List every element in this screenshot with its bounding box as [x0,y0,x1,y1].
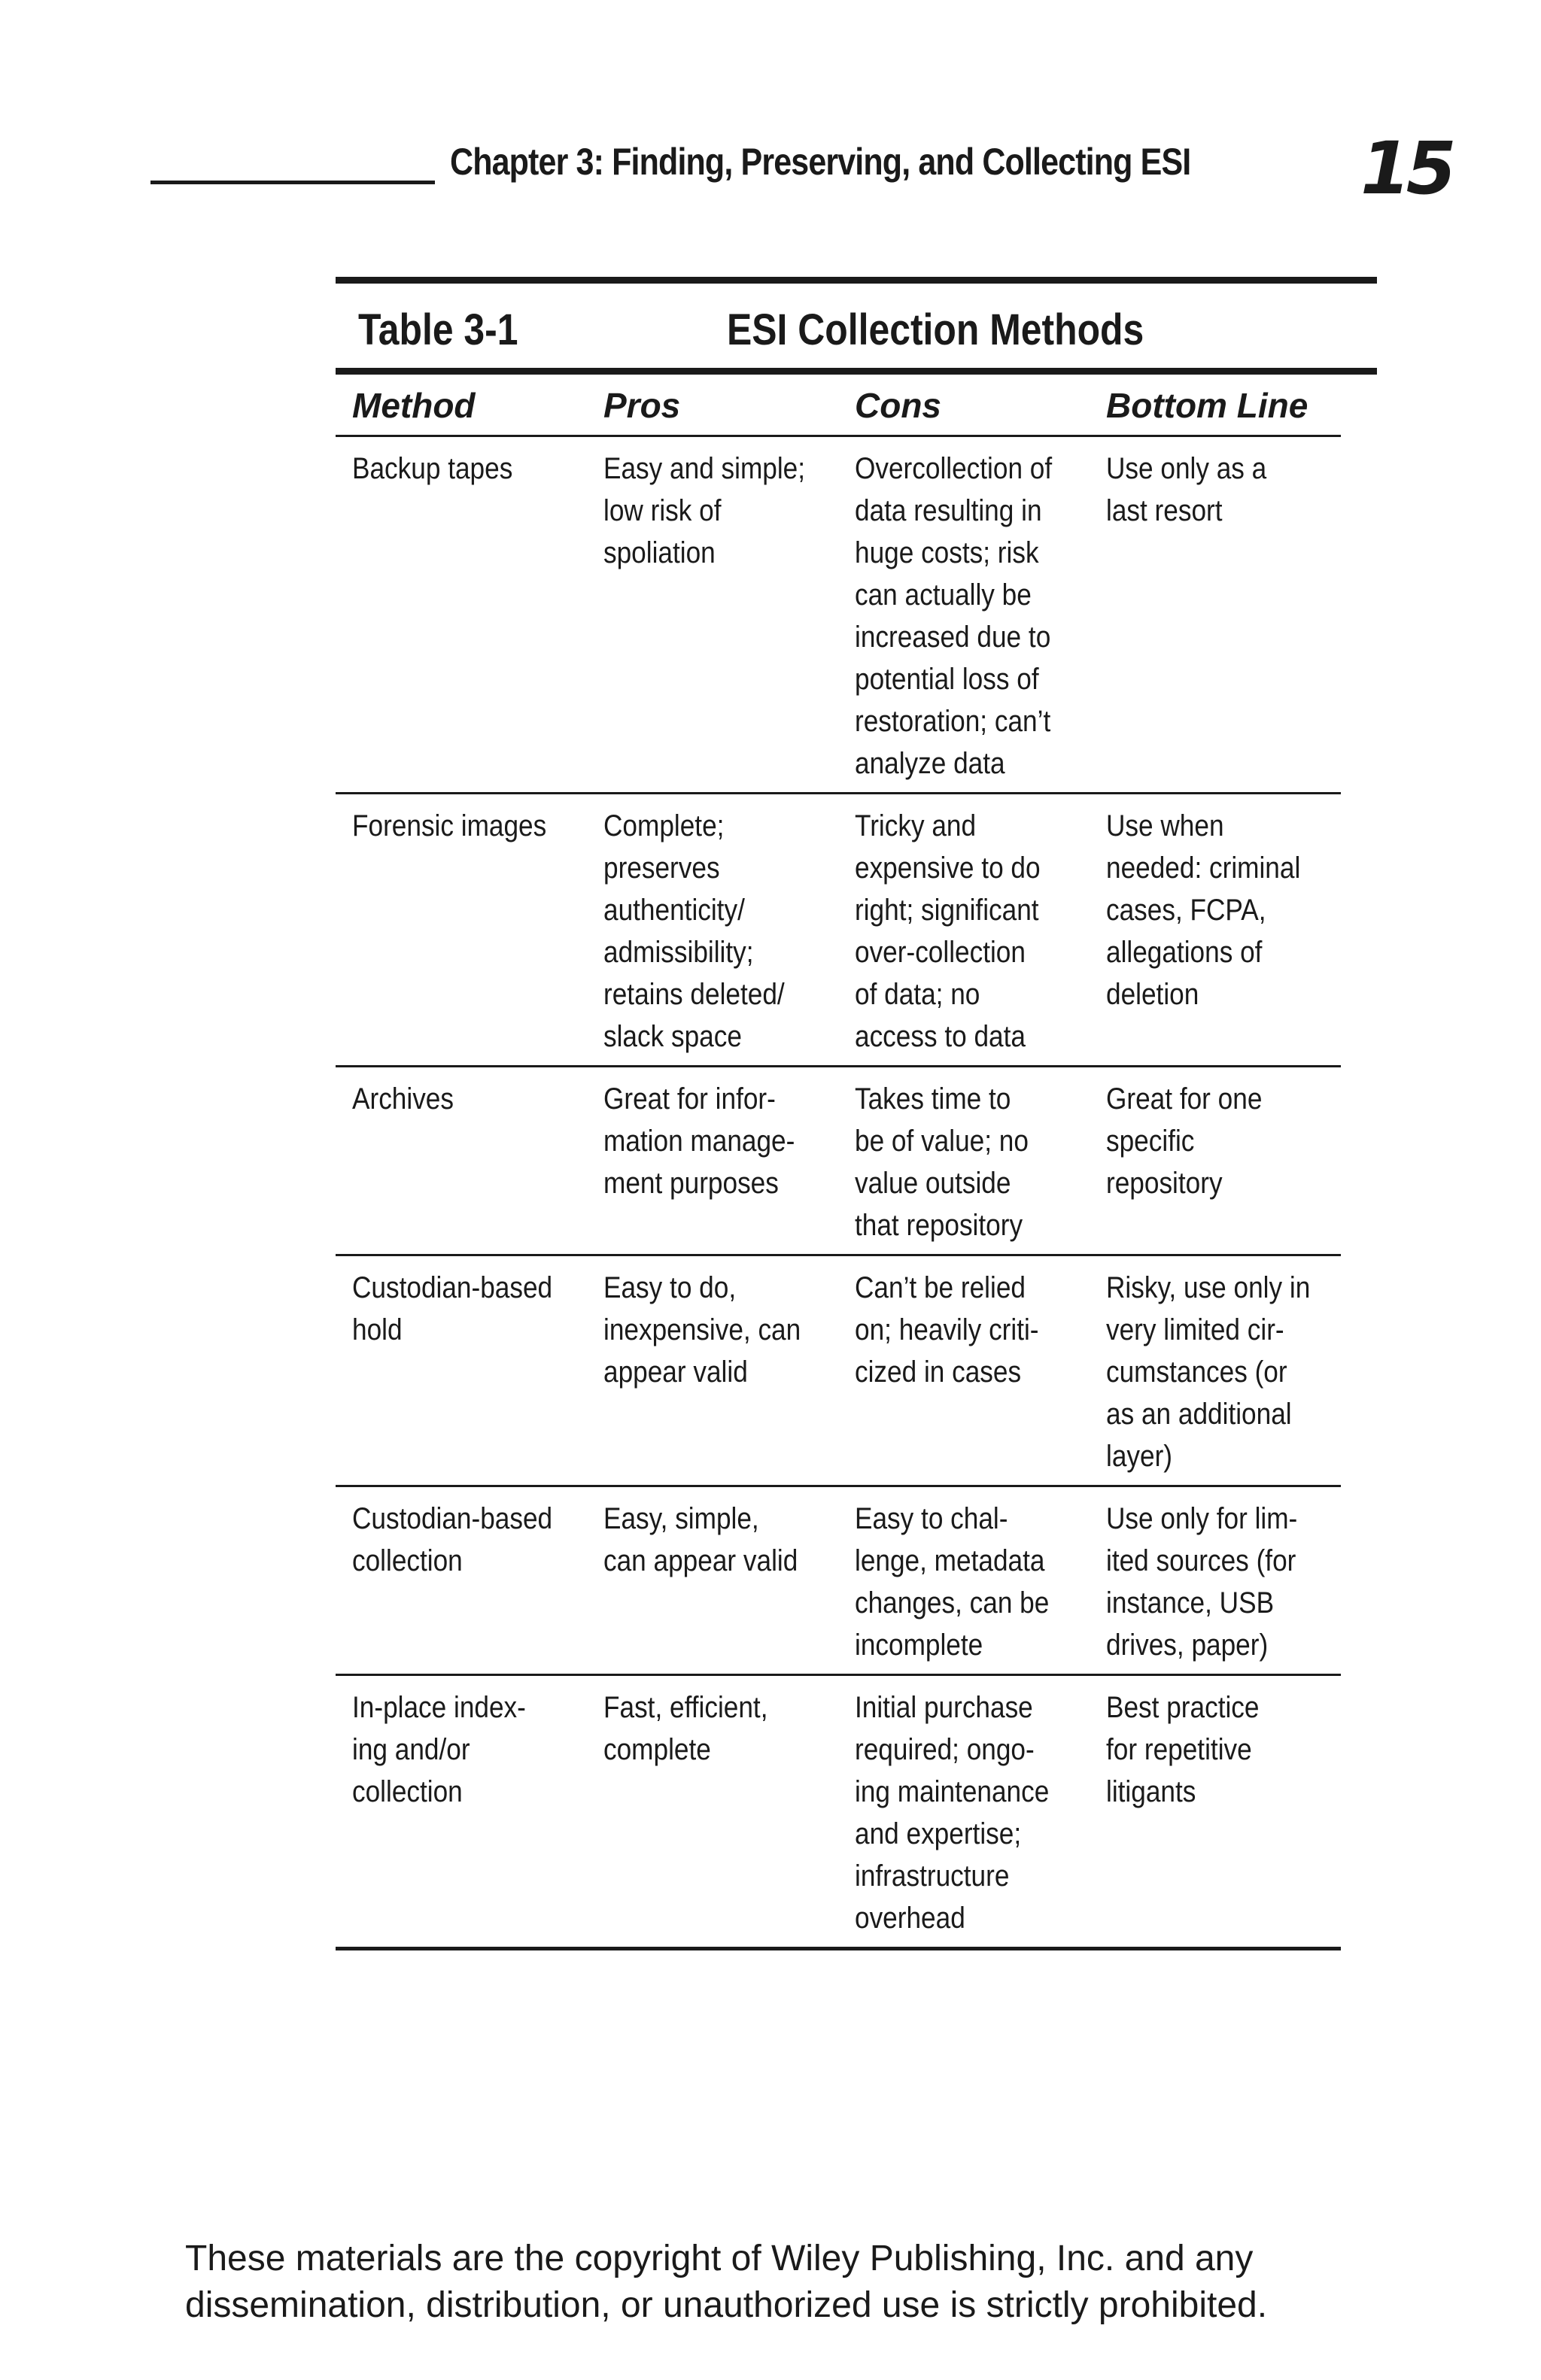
bottom-line-text: Best practice for repetitive litigants [1106,1691,1260,1808]
cons-text: Can’t be relied on; heavily criti- cized in cases [855,1271,1039,1389]
header-pros: Pros [587,375,838,436]
cell-cons [838,1255,1090,1486]
pros-text: Great for infor- mation manage- ment purposes [603,1082,795,1200]
pros-text: Complete; preserves authenticity/ admissibility; retains deleted/ slack space [603,809,785,1053]
method-text: Custodian-based hold [352,1271,553,1346]
method-text: Forensic images [352,809,547,842]
bottom-line-text: Use when needed: criminal cases, FCPA, allegations of deletion [1106,809,1301,1011]
table-row [336,1067,1341,1255]
bottom-line-text: Use only for lim- ited sources (for instance, USB drives, paper) [1106,1502,1298,1662]
table-row [336,1675,1341,1949]
method-text: Backup tapes [352,452,513,485]
header-cons: Cons [838,375,1090,436]
cons-text: Overcollection of data resulting in huge costs; risk can actually be increased due to potential loss of restoration; can’t analyze data [855,452,1053,780]
cell-method [336,794,587,1067]
pros-text: Easy, simple, can appear valid [603,1502,798,1577]
bottom-line-text: Great for one specific repository [1106,1082,1263,1200]
header-rule [150,181,435,184]
table-header-row [336,375,1341,436]
cell-bottom-line [1090,1255,1341,1486]
esi-table-block [336,277,1377,1950]
cell-cons [838,1067,1090,1255]
cell-method [336,436,587,794]
cell-pros [587,1255,838,1486]
method-text: Custodian-based collection [352,1502,553,1577]
page-number: 15 [1360,126,1452,211]
cell-method [336,1255,587,1486]
cell-bottom-line [1090,1067,1341,1255]
pros-text: Easy to do, inexpensive, can appear valid [603,1271,801,1389]
esi-collection-methods-table [336,375,1341,1950]
method-text: In-place index- ing and/or collection [352,1691,526,1808]
copyright-notice: These materials are the copyright of Wiley Publishing, Inc. and any dissemination, distribution, or unauthorized use is strictly prohibited. [185,2239,1268,2325]
cell-bottom-line [1090,436,1341,794]
cell-pros [587,1675,838,1949]
cell-bottom-line [1090,794,1341,1067]
table-caption [336,284,1377,368]
cell-pros [587,1486,838,1675]
table-top-rule [336,277,1377,284]
header-method: Method [336,375,587,436]
table-row [336,1255,1341,1486]
cell-pros [587,794,838,1067]
cons-text: Takes time to be of value; no value outside that repository [855,1082,1029,1242]
table-row [336,1486,1341,1675]
cell-cons [838,1486,1090,1675]
method-text: Archives [352,1082,454,1116]
cons-text: Tricky and expensive to do right; significant over-collection of data; no access to data [855,809,1041,1053]
cons-text: Initial purchase required; ongo- ing maintenance and expertise; infrastructure overhead [855,1691,1050,1935]
pros-text: Easy and simple; low risk of spoliation [603,452,806,569]
header-bottom-line: Bottom Line [1090,375,1341,436]
cons-text: Easy to chal- lenge, metadata changes, can be incomplete [855,1502,1050,1662]
bottom-line-text: Use only as a last resort [1106,452,1267,527]
running-head: Chapter 3: Finding, Preserving, and Collecting ESI [450,141,1191,183]
cell-cons [838,436,1090,794]
cell-pros [587,436,838,794]
table-caption-rule [336,368,1377,375]
cell-method [336,1067,587,1255]
cell-pros [587,1067,838,1255]
cell-bottom-line [1090,1486,1341,1675]
cell-method [336,1675,587,1949]
pros-text: Fast, efficient, complete [603,1691,768,1766]
table-label: Table 3-1 [358,305,518,354]
table-row [336,436,1341,794]
table-title: ESI Collection Methods [727,305,1144,354]
cell-method [336,1486,587,1675]
cell-cons [838,794,1090,1067]
bottom-line-text: Risky, use only in very limited cir- cumstances (or as an additional layer) [1106,1271,1311,1473]
table-row [336,794,1341,1067]
cell-cons [838,1675,1090,1949]
cell-bottom-line [1090,1675,1341,1949]
